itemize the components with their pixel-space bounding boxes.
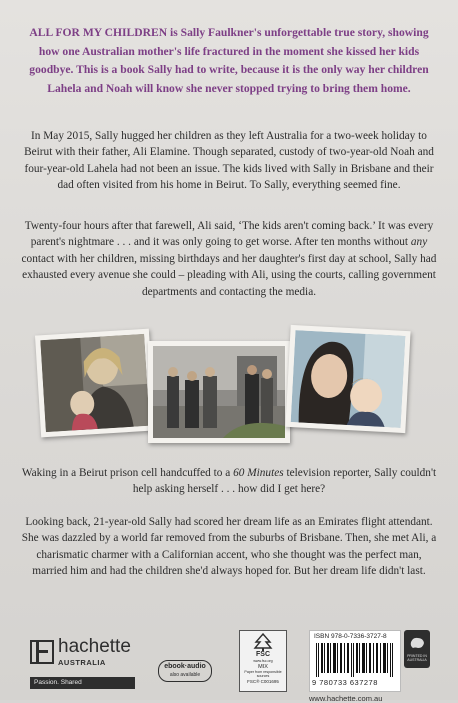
fsc-code: FSC® C001695 xyxy=(247,678,279,684)
ebook-audio-badge xyxy=(158,660,212,682)
ebook-sub-label: also available xyxy=(169,672,201,678)
paragraph-farewell xyxy=(18,218,440,300)
intro-blurb: ALL FOR MY CHILDREN is Sally Faulkner's unforgettable true story, showing how one Australian mother's life fractured in the moment she kissed her kids goodbye. This is a book Sally had to write, because it is the only way her children Lahela and Noah will know she never stopped trying to bring them home. xyxy=(29,26,429,95)
publisher-tagline: Passion. Shared xyxy=(30,677,135,689)
text-segment: television reporter, Sally couldn't help asking herself . . . how did I get here? xyxy=(132,467,437,496)
fsc-tree-icon xyxy=(253,633,273,651)
hachette-h-icon xyxy=(30,640,54,664)
isbn-text: ISBN 978-0-7336-3727-8 xyxy=(314,633,387,640)
australia-map-icon xyxy=(409,636,425,650)
fsc-badge xyxy=(239,630,287,692)
emphasis-any: any xyxy=(410,236,428,249)
text-segment: contact with her children, missing birthdays and her daughter's first day at school, Sally had exhausted every avenue she could – pleading with Ali, using the courts, calling government departments and contacting the media. xyxy=(21,252,437,298)
back-cover-footer xyxy=(0,628,458,703)
publisher-name: hachette xyxy=(58,636,131,657)
fsc-url: www.fsc.org xyxy=(253,659,273,663)
text-segment: Waking in a Beirut prison cell handcuffed to a xyxy=(21,467,234,479)
photo-mother-son-selfie xyxy=(285,325,410,433)
fsc-name: FSC xyxy=(256,651,270,658)
ebook-label: ebook·audio xyxy=(164,663,206,670)
barcode-number: 9 780733 637278 xyxy=(312,678,378,687)
barcode-bars xyxy=(316,643,394,677)
text-segment: Twenty-four hours after that farewell, Ali said, ‘The kids aren't coming back.’ It was every parent's nightmare . . . and it was only going to get worse. After ten months without xyxy=(24,220,434,249)
publisher-region: AUSTRALIA xyxy=(58,658,106,667)
paragraph-looking-back: Looking back, 21-year-old Sally had scored her dream life as an Emirates flight attendant. She was dazzled by a world far removed from the suburbs of Brisbane. Then, she met Ali, a charismatic charmer with a Californian accent, who she thought was the perfect man, married him and had the children she'd always hoped for. But her dream life didn't last. xyxy=(21,516,437,578)
fsc-type: MIX xyxy=(258,663,268,670)
printed-label: PRINTED IN AUSTRALIA xyxy=(407,654,427,662)
paragraph-prison xyxy=(18,465,440,498)
photo-image xyxy=(291,330,406,428)
publisher-website: www.hachette.com.au xyxy=(309,694,383,703)
paragraph-may-2015: In May 2015, Sally hugged her children as they left Australia for a two-week holiday to Beirut with their father, Ali Elamine. Though separated, custody of two-year-old Noah and four-year-old Lahela had not been an issue. The kids lived with Sally in Brisbane and their dad often visited from his home in Beirut. To Sally, everything seemed fine. xyxy=(24,130,434,192)
photo-mother-daughter xyxy=(35,329,155,438)
photo-street-group xyxy=(148,341,290,443)
printed-in-australia-badge xyxy=(404,630,430,668)
isbn-barcode xyxy=(309,630,401,692)
emphasis-60-minutes: 60 Minutes xyxy=(233,467,284,479)
photo-image xyxy=(153,346,285,438)
fsc-description: Paper from responsible sources xyxy=(244,669,282,678)
hachette-logo xyxy=(30,636,140,676)
photo-image xyxy=(40,334,149,432)
